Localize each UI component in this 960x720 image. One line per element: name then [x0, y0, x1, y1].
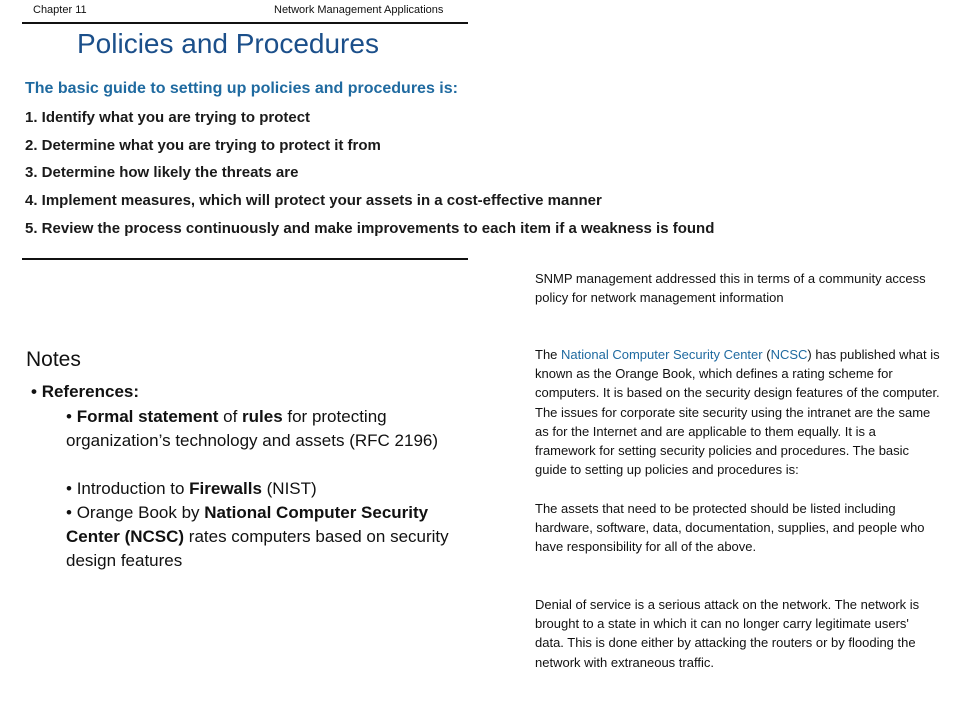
slide-subtitle: The basic guide to setting up policies and procedures is:	[25, 80, 458, 97]
ncsc-note: The National Computer Security Center (NCSC) has published what is known as the Orange Book, which defines a rating scheme for computers. It is based on the security design features of the computer. The issues for corporate site security using the intranet are the same as for the Internet and are applicable to them equally. It is a framework for setting security policies and procedures. The basic guide to setting up policies and procedures is:	[535, 347, 940, 478]
chapter-label: Chapter 11	[33, 4, 87, 16]
step-1: 1. Identify what you are trying to protect	[25, 109, 311, 126]
reference-item: • Formal statement of rules for protecting organization’s technology and assets (RFC 2196)	[66, 407, 439, 450]
slide-divider	[22, 258, 468, 260]
slide-title: Policies and Procedures	[77, 28, 379, 59]
dos-note: Denial of service is a serious attack on the network. The network is brought to a state in which it can no longer carry legitimate users' data. This is done either by attacking the routers or by flooding the network with extraneous traffic.	[535, 597, 920, 670]
section-label: Network Management Applications	[274, 4, 444, 16]
snmp-note: SNMP management addressed this in terms of a community access policy for network management information	[535, 271, 926, 306]
step-2: 2. Determine what you are trying to protect it from	[25, 137, 381, 154]
step-3: 3. Determine how likely the threats are	[25, 164, 299, 181]
references-heading: • References:	[31, 382, 140, 401]
notes-title: Notes	[26, 348, 81, 371]
assets-note: The assets that need to be protected should be listed including hardware, software, data, documentation, supplies, and people who have responsibility for all of the above.	[535, 501, 925, 555]
references-label: References:	[41, 382, 140, 401]
reference-item: • Orange Book by National Computer Security Center (NCSC) rates computers based on security design features	[66, 503, 449, 570]
step-5: 5. Review the process continuously and make improvements to each item if a weakness is found	[25, 220, 715, 237]
ncsc-link[interactable]: National Computer Security Center	[561, 347, 763, 362]
step-4: 4. Implement measures, which will protect your assets in a cost-effective manner	[25, 192, 602, 209]
reference-item: • Introduction to Firewalls (NIST)	[66, 479, 317, 498]
ncsc-abbr-link[interactable]: NCSC	[770, 347, 808, 362]
header-divider	[22, 22, 468, 24]
